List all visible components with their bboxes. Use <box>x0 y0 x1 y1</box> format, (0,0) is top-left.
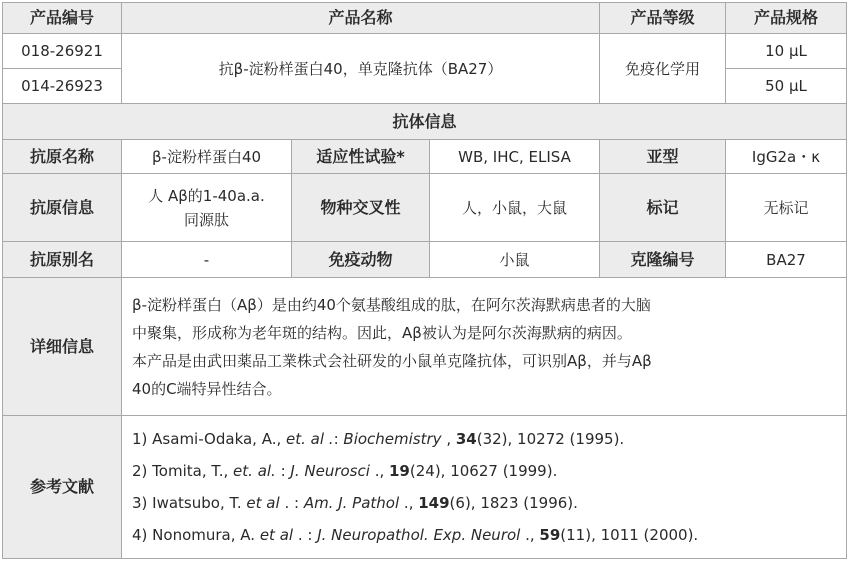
details-line-4: 40的C端特异性结合。 <box>132 379 282 398</box>
label-tag-label: 标记 <box>600 174 726 242</box>
product-name: 抗β-淀粉样蛋白40，单克隆抗体（BA27） <box>122 34 600 104</box>
subtype-label: 亚型 <box>600 140 726 174</box>
details-line-2: 中聚集，形成称为老年斑的结构。因此，Aβ被认为是阿尔茨海默病的病因。 <box>132 323 632 342</box>
product-code-1: 018-26921 <box>3 34 122 69</box>
cross-reactivity-label: 物种交叉性 <box>292 174 430 242</box>
antigen-name-label: 抗原名称 <box>3 140 122 174</box>
details-line-3: 本产品是由武田薬品工業株式会社研发的小鼠单克隆抗体，可识别Aβ，并与Aβ <box>132 351 652 370</box>
details-text <box>122 278 847 416</box>
antigen-alias-value: - <box>122 242 292 278</box>
references-list <box>122 416 847 559</box>
application-label: 适应性试验* <box>292 140 430 174</box>
references-label: 参考文献 <box>3 416 122 559</box>
details-label: 详细信息 <box>3 278 122 416</box>
header-product-name: 产品名称 <box>122 3 600 34</box>
details-line-1: β-淀粉样蛋白（Aβ）是由约40个氨基酸组成的肽，在阿尔茨海默病患者的大脑 <box>132 295 651 314</box>
clone-no-value: BA27 <box>726 242 847 278</box>
application-value: WB, IHC, ELISA <box>430 140 600 174</box>
header-product-grade: 产品等级 <box>600 3 726 34</box>
product-spec-1: 10 μL <box>726 34 847 69</box>
reference-item: 2) Tomita, T., et. al. : J. Neurosci ., 19(24), 10627 (1999). <box>132 462 558 480</box>
product-spec-table <box>2 2 847 559</box>
antigen-alias-label: 抗原别名 <box>3 242 122 278</box>
cross-reactivity-value: 人，小鼠，大鼠 <box>430 174 600 242</box>
antibody-info-heading: 抗体信息 <box>3 104 847 140</box>
antigen-info-label: 抗原信息 <box>3 174 122 242</box>
subtype-value: IgG2a・κ <box>726 140 847 174</box>
reference-item: 4) Nonomura, A. et al . : J. Neuropathol. Exp. Neurol ., 59(11), 1011 (2000). <box>132 526 699 544</box>
antigen-info-line-1: 人 Aβ的1-40a.a. <box>148 186 265 205</box>
label-tag-value: 无标记 <box>726 174 847 242</box>
reference-item: 3) Iwatsubo, T. et al . : Am. J. Pathol ., 149(6), 1823 (1996). <box>132 494 578 512</box>
product-spec-2: 50 μL <box>726 69 847 104</box>
reference-item: 1) Asami-Odaka, A., et. al .: Biochemistry , 34(32), 10272 (1995). <box>132 430 625 448</box>
antigen-info-line-2: 同源肽 <box>183 210 229 229</box>
header-product-spec: 产品规格 <box>726 3 847 34</box>
product-code-2: 014-26923 <box>3 69 122 104</box>
immunized-animal-value: 小鼠 <box>430 242 600 278</box>
product-grade: 免疫化学用 <box>600 34 726 104</box>
clone-no-label: 克隆编号 <box>600 242 726 278</box>
header-product-code: 产品编号 <box>3 3 122 34</box>
antigen-name-value: β-淀粉样蛋白40 <box>122 140 292 174</box>
immunized-animal-label: 免疫动物 <box>292 242 430 278</box>
antigen-info-value <box>122 174 292 242</box>
